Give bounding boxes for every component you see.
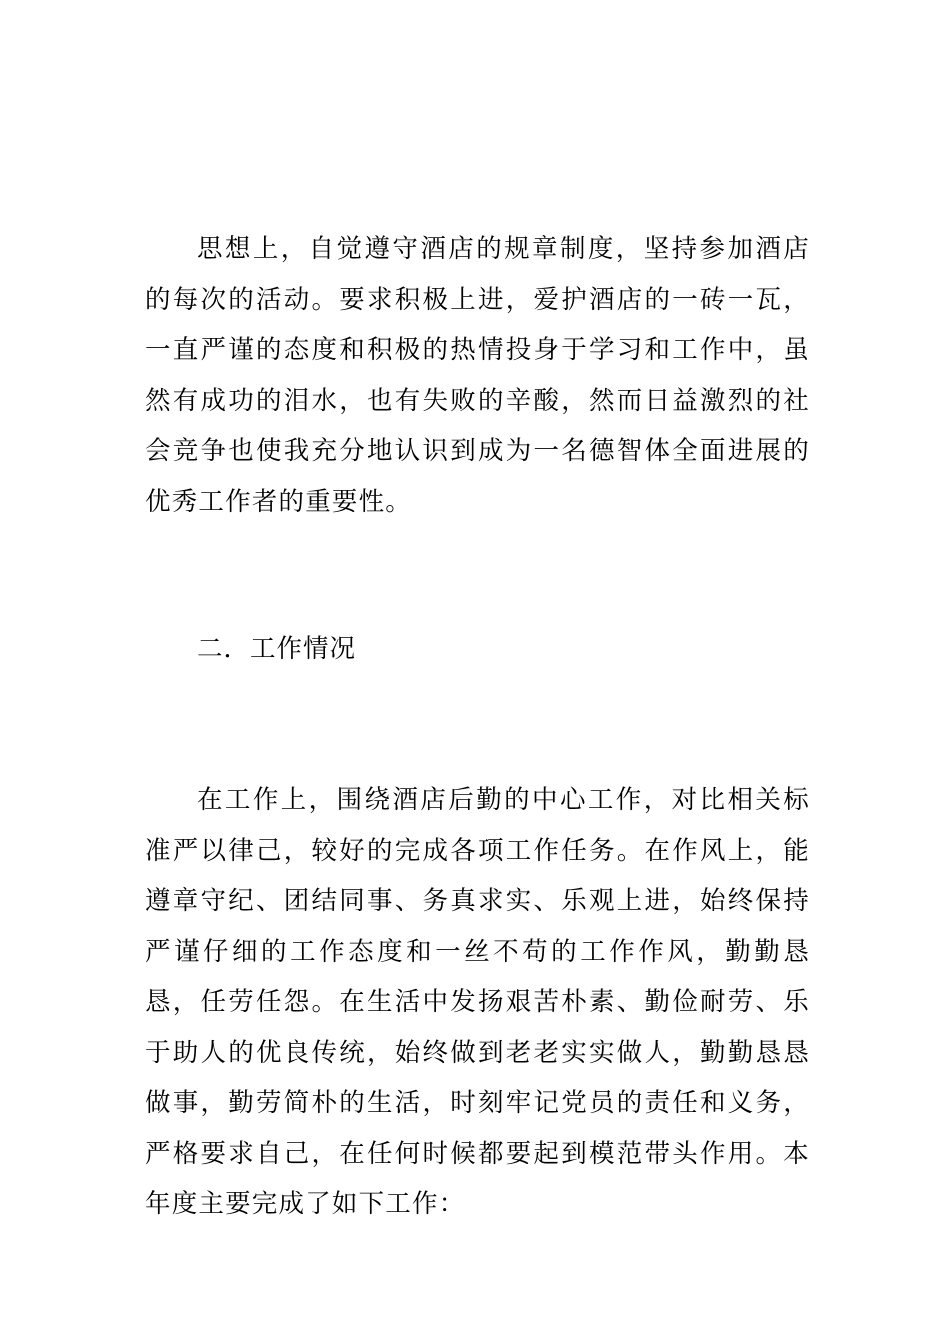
paragraph-work: 在工作上，围绕酒店后勤的中心工作，对比相关标准严以律己，较好的完成各项工作任务。在作风上，能遵章守纪、团结同事、务真求实、乐观上进，始终保持严谨仔细的工作态度和一丝不苟的工作作风，勤勤恳恳，任劳任怨。在生活中发扬艰苦朴素、勤俭耐劳、乐于助人的优良传统，始终做到老老实实做人，勤勤恳恳做事，勤劳简朴的生活，时刻牢记党员的责任和义务，严格要求自己，在任何时候都要起到模范带头作用。本年度主要完成了如下工作： [145, 785, 810, 1219]
section-heading-work-status: 二．工作情况 [197, 634, 357, 664]
paragraph-ideology: 思想上，自觉遵守酒店的规章制度，坚持参加酒店的每次的活动。要求积极上进，爱护酒店的一砖一瓦，一直严谨的态度和积极的热情投身于学习和工作中，虽然有成功的泪水，也有失败的辛酸，然而日益激烈的社会竞争也使我充分地认识到成为一名德智体全面进展的优秀工作者的重要性。 [145, 234, 810, 517]
